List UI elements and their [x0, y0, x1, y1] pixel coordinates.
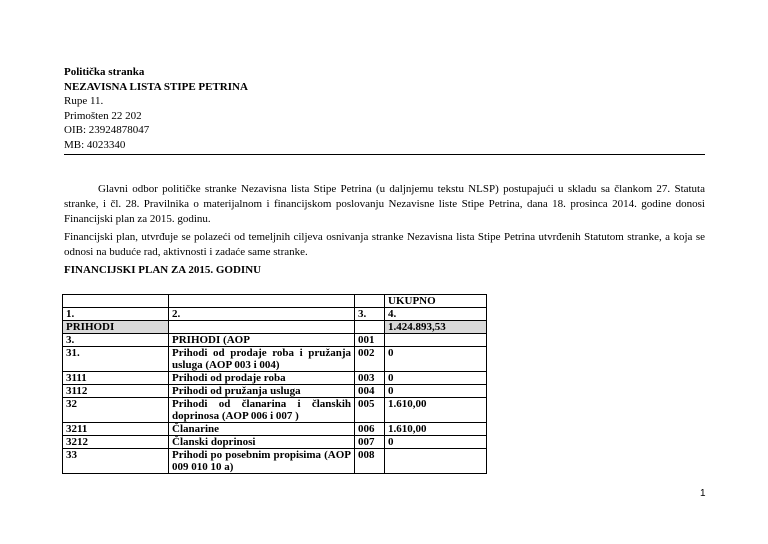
account-code: 3211 — [63, 423, 169, 436]
column-number: 1. — [63, 308, 169, 321]
table-header-row — [63, 295, 487, 308]
amount: 1.424.893,53 — [385, 321, 487, 334]
amount: 0 — [385, 372, 487, 385]
aop-code: 001 — [355, 334, 385, 347]
address-street: Rupe 11. — [64, 95, 104, 108]
header-divider — [64, 154, 705, 155]
account-description: Prihodi od prodaje roba i pružanja usluga (AOP 003 i 004) — [169, 347, 355, 372]
table-row — [63, 436, 487, 449]
column-header-ukupno: UKUPNO — [385, 295, 487, 308]
table-header-row — [63, 308, 487, 321]
table-row — [63, 321, 487, 334]
table-cell — [355, 295, 385, 308]
account-description — [169, 321, 355, 334]
account-code: 33 — [63, 449, 169, 474]
amount: 1.610,00 — [385, 423, 487, 436]
amount — [385, 334, 487, 347]
party-header — [64, 65, 248, 153]
column-number: 3. — [355, 308, 385, 321]
aop-code: 007 — [355, 436, 385, 449]
table-row — [63, 449, 487, 474]
account-description: Prihodi od pružanja usluga — [169, 385, 355, 398]
mb-number: MB: 4023340 — [64, 138, 126, 151]
financial-plan-table — [62, 294, 487, 474]
table-cell — [169, 295, 355, 308]
purpose-paragraph: Financijski plan, utvrđuje se polazeći od temeljnih ciljeva osnivanja stranke Nezavisna lista Stipe Petrina utvrđenih Statutom stranke, a koja se odnosi na buduće rad, aktivnosti i zadaće same stranke. — [64, 231, 705, 258]
column-number: 2. — [169, 308, 355, 321]
account-description: Članski doprinosi — [169, 436, 355, 449]
aop-code: 005 — [355, 398, 385, 423]
table-row — [63, 347, 487, 372]
table-row — [63, 398, 487, 423]
amount: 0 — [385, 436, 487, 449]
page-number: 1 — [700, 488, 706, 499]
party-type: Politička stranka — [64, 66, 145, 78]
party-name: NEZAVISNA LISTA STIPE PETRINA — [64, 80, 248, 93]
account-description: Prihodi od članarina i članskih doprinosa (AOP 006 i 007 ) — [169, 398, 355, 423]
account-description: Prihodi od prodaje roba — [169, 372, 355, 385]
account-description: PRIHODI (AOP — [169, 334, 355, 347]
plan-title: FINANCIJSKI PLAN ZA 2015. GODINU — [64, 264, 262, 276]
account-description: Prihodi po posebnim propisima (AOP 009 010 10 a) — [169, 449, 355, 474]
table-cell — [63, 295, 169, 308]
table-row — [63, 372, 487, 385]
aop-code: 008 — [355, 449, 385, 474]
amount: 1.610,00 — [385, 398, 487, 423]
account-code: 3. — [63, 334, 169, 347]
aop-code: 002 — [355, 347, 385, 372]
amount — [385, 449, 487, 474]
aop-code: 003 — [355, 372, 385, 385]
account-code: 32 — [63, 398, 169, 423]
table-row — [63, 423, 487, 436]
account-code: 31. — [63, 347, 169, 372]
intro-paragraph: Glavni odbor političke stranke Nezavisna lista Stipe Petrina (u daljnjemu tekstu NLSP) postupajući u skladu sa člankom 27. Statuta stranke, i čl. 28. Pravilnika o materijalnom i financijskom poslovanju Nezavisne liste Stipe Petrina, dana 18. prosinca 2014. godine donosi Financijski plan za 2015. godinu. — [64, 183, 705, 225]
column-number: 4. — [385, 308, 487, 321]
aop-code: 004 — [355, 385, 385, 398]
account-code: 3111 — [63, 372, 169, 385]
amount: 0 — [385, 385, 487, 398]
account-description: Članarine — [169, 423, 355, 436]
aop-code: 006 — [355, 423, 385, 436]
account-code: 3112 — [63, 385, 169, 398]
aop-code — [355, 321, 385, 334]
account-code: PRIHODI — [63, 321, 169, 334]
address-city: Primošten 22 202 — [64, 109, 142, 122]
table-row — [63, 385, 487, 398]
table-row — [63, 334, 487, 347]
oib-number: OIB: 23924878047 — [64, 124, 150, 137]
account-code: 3212 — [63, 436, 169, 449]
amount: 0 — [385, 347, 487, 372]
